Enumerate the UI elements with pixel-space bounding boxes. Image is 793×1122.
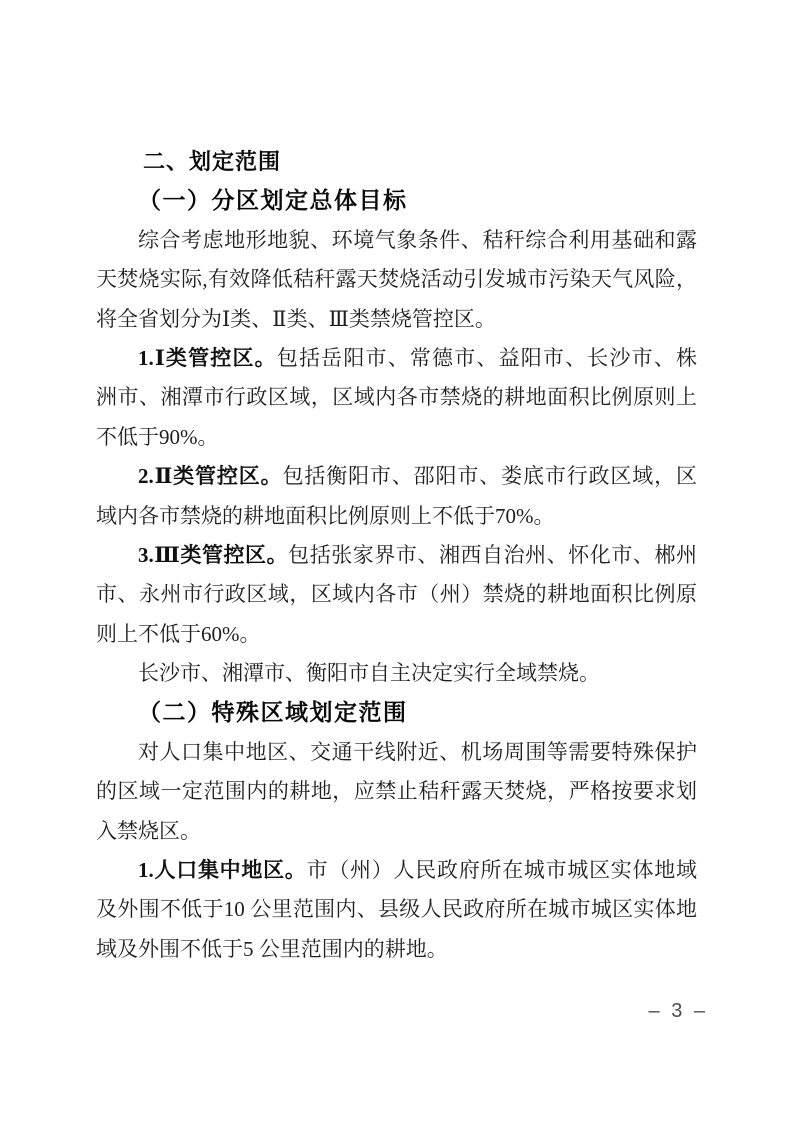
body-line: 对人口集中地区、交通干线附近、机场周围等需要特殊保护	[138, 739, 697, 764]
body-line: 入禁烧区。	[96, 818, 201, 843]
body-line: 综合考虑地形地貌、环境气象条件、秸秆综合利用基础和露	[138, 227, 697, 252]
body-line	[96, 339, 697, 378]
body-line: 洲市、湘潭市行政区域，区域内各市禁烧的耕地面积比例原则上	[96, 385, 697, 410]
body-line: 的区域一定范围内的耕地，应禁止秸秆露天焚烧，严格按要求划	[96, 779, 697, 804]
body-line	[96, 457, 697, 496]
body-line: 长沙市、湘潭市、衡阳市自主决定实行全域禁烧。	[138, 661, 600, 686]
item-2-lead: 2.Ⅱ类管控区。	[138, 464, 283, 489]
body-line: 则上不低于60%。	[96, 621, 261, 646]
body-line: 域内各市禁烧的耕地面积比例原则上不低于70%。	[96, 503, 555, 528]
body-line: 及外围不低于10 公里范围内、县级人民政府所在城市城区实体地	[96, 897, 697, 922]
section-heading: 二、划定范围	[143, 149, 282, 174]
item-4-text: 市（州）人民政府所在城市城区实体地域	[306, 858, 697, 883]
page-number: – 3 –	[648, 1000, 708, 1022]
subsection-heading-1: （一）分区划定总体目标	[138, 188, 408, 214]
item-1-text: 包括岳阳市、常德市、益阳市、长沙市、株	[276, 345, 697, 370]
body-line	[96, 536, 697, 575]
subsection-heading-2: （二）特殊区域划定范围	[138, 700, 408, 726]
body-line	[96, 851, 697, 890]
item-3-text: 包括张家界市、湘西自治州、怀化市、郴州	[288, 542, 697, 567]
body-line: 不低于90%。	[96, 424, 219, 449]
item-3-lead: 3.Ⅲ类管控区。	[138, 542, 289, 567]
document-body	[96, 142, 697, 969]
body-line: 将全省划分为Ⅰ类、Ⅱ类、Ⅲ类禁烧管控区。	[96, 306, 496, 331]
item-4-lead: 1.人口集中地区。	[138, 858, 307, 883]
body-line: 域及外围不低于5 公里范围内的耕地。	[96, 936, 448, 961]
body-line: 天焚烧实际,有效降低秸秆露天焚烧活动引发城市污染天气风险，	[96, 267, 697, 292]
item-1-lead: 1.Ⅰ类管控区。	[138, 345, 277, 370]
body-line: 市、永州市行政区域，区域内各市（州）禁烧的耕地面积比例原	[96, 582, 697, 607]
item-2-text: 包括衡阳市、邵阳市、娄底市行政区域，区	[282, 464, 697, 489]
